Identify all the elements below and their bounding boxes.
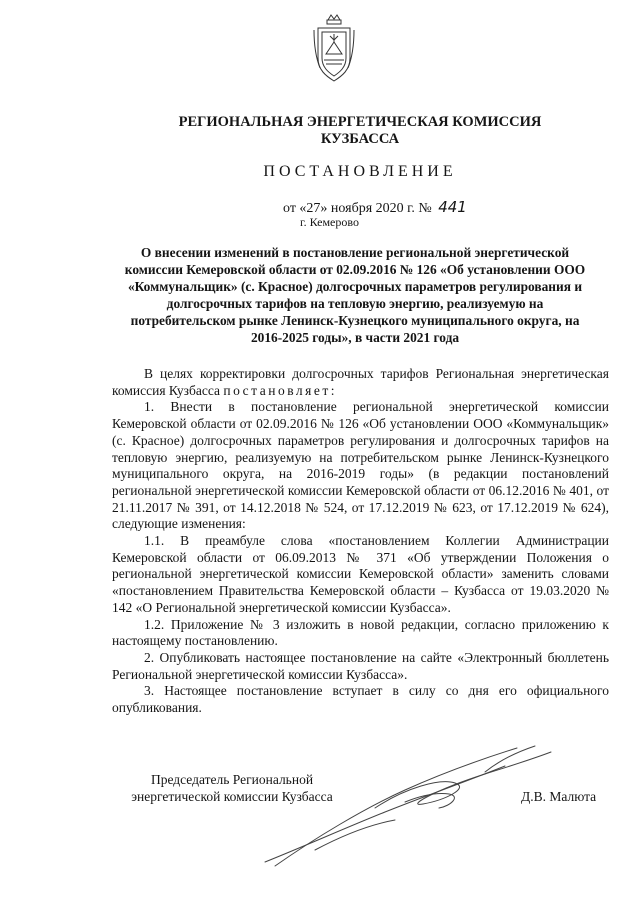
- document-body: [112, 366, 609, 717]
- document-city: г. Кемерово: [300, 215, 359, 229]
- intro-text: В целях корректировки долгосрочных тарифов Региональная энергетическая комиссия Кузбасса: [112, 366, 609, 398]
- signatory-title-line2: энергетической комиссии Кузбасса: [131, 788, 333, 804]
- document-number: 441: [438, 198, 467, 216]
- document-type: ПОСТАНОВЛЕНИЕ: [263, 163, 457, 180]
- paragraph-1-1: 1.1. В преамбуле слова «постановлением Коллегии Администрации Кемеровской области от 06.09.2013 № 371 «Об утверждении Положения о региональной энергетической комиссии Кемеровской области» заменить словами «постановлением Правительства Кемеровской области – Кузбасса от 19.03.2020 № 142 «О Региональной энергетической комиссии Кузбасса».: [112, 533, 609, 615]
- paragraph-1: 1. Внести в постановление региональной энергетической комиссии Кемеровской области от 02.09.2016 № 126 «Об установлении ООО «Коммунальщик» (с. Красное) долгосрочных параметров регулирования и долгосрочных тарифов на тепловую энергию, реализуемую на потребительском рынке Ленинск-Кузнецкого муниципального округа, на 2016-2019 годы» (в редакции постановлений региональной энергетической комиссии Кемеровской области от 06.12.2016 № 401, от 21.11.2017 № 391, от 14.12.2018 № 524, от 17.12.2019 № 623, от 17.12.2019 № 624), следующие изменения:: [112, 399, 609, 532]
- intro-verb: постановляет:: [223, 382, 337, 398]
- signatory-name: Д.В. Малюта: [521, 789, 597, 804]
- organization-name-line2: КУЗБАССА: [320, 131, 400, 147]
- organization-name: РЕГИОНАЛЬНАЯ ЭНЕРГЕТИЧЕСКАЯ КОМИССИЯ: [178, 114, 542, 130]
- paragraph-3: 3. Настоящее постановление вступает в силу со дня его официального опубликования.: [112, 683, 609, 716]
- paragraph-2: 2. Опубликовать настоящее постановление на сайте «Электронный бюллетень Региональной энергетической комиссии Кузбасса».: [112, 649, 609, 682]
- coat-of-arms-icon: [312, 14, 356, 84]
- signatory-title-line1: Председатель Региональной: [150, 772, 314, 787]
- intro-paragraph: [112, 366, 609, 399]
- handwritten-signature-icon: [255, 738, 560, 873]
- date-text: от «27» ноября 2020 г. №: [283, 201, 432, 216]
- document-heading: О внесении изменений в постановление региональной энергетической комиссии Кемеровской области от 02.09.2016 № 126 «Об установлении ООО «Коммунальщик» (с. Красное) долгосрочных параметров регулирования и долгосрочных тарифов на тепловую энергию, реализуемую на потребительском рынке Ленинск-Кузнецкого муниципального округа, на 2016-2025 годы», в части 2021 года: [124, 245, 586, 345]
- paragraph-1-2: 1.2. Приложение № 3 изложить в новой редакции, согласно приложению к настоящему постановлению.: [112, 616, 609, 649]
